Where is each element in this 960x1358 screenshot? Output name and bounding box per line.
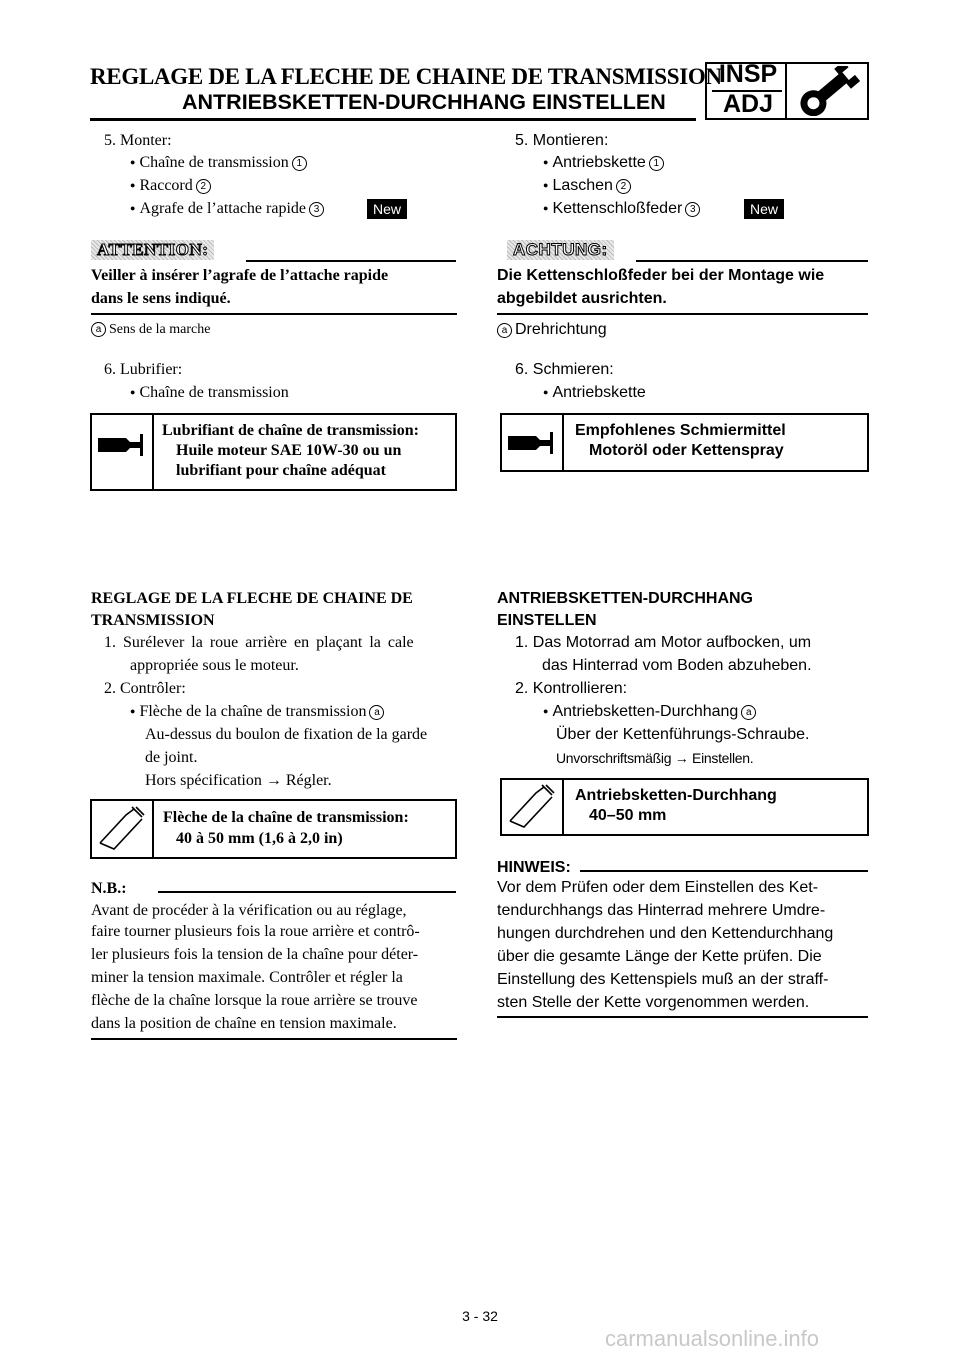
fr-attention-bottom-rule <box>91 313 457 315</box>
fr-nb-line4: miner la tension maximale. Contrôler et régler la <box>91 969 403 986</box>
fr-nb-line5: flèche de la chaîne lorsque la roue arrière se trouve <box>91 992 418 1009</box>
page-title-fr: REGLAGE DE LA FLECHE DE CHAINE DE TRANSMISSION <box>90 64 722 89</box>
fr-s2-out: Hors spécification → Régler. <box>145 772 332 789</box>
marker-1: 1 <box>649 156 664 171</box>
fr-s1-line1: 1. Surélever la roue arrière en plaçant la cale <box>104 634 414 651</box>
fr-item-label: Agrafe de l’attache rapide <box>139 200 306 217</box>
fr-step6-item: ● Chaîne de transmission <box>130 383 289 404</box>
de-step5-item1 <box>543 153 664 174</box>
fr-step5-item3 <box>130 199 324 220</box>
oil-can-icon <box>506 428 558 458</box>
marker-a: a <box>369 705 384 720</box>
de-section-title2: EINSTELLEN <box>497 612 597 629</box>
de-step6-item: ● Antriebskette <box>543 383 646 404</box>
badge-insp: INSP <box>718 60 778 88</box>
fr-attention-title: ATTENTION: <box>91 240 214 260</box>
de-s2: 2. Kontrollieren: <box>515 680 628 697</box>
de-item-label: Laschen <box>552 177 613 194</box>
fr-attention-rule <box>246 260 456 262</box>
fr-item-label: Chaîne de transmission <box>139 154 289 171</box>
fr-s2-item <box>130 702 384 723</box>
de-step6: 6. Schmieren: <box>515 361 614 378</box>
de-note-a-label: Drehrichtung <box>515 321 607 338</box>
fr-nb-bottom-rule <box>91 1038 457 1040</box>
wrench-icon <box>795 66 861 116</box>
de-nb-title: HINWEIS: <box>497 859 571 876</box>
de-attention-title: ACHTUNG: <box>507 240 614 260</box>
de-nb-line5: Einstellung des Kettenspiels muß an der straff- <box>497 971 829 988</box>
fr-section-title2: TRANSMISSION <box>91 612 215 629</box>
new-badge: New <box>367 199 407 219</box>
de-step5-item2 <box>543 176 631 197</box>
de-nb-line6: sten Stelle der Kette vorgenommen werden. <box>497 994 810 1011</box>
page-title-de: ANTRIEBSKETTEN-DURCHHANG EINSTELLEN <box>182 90 666 114</box>
fr-attention-line2: dans le sens indiqué. <box>91 290 231 307</box>
caliper-icon <box>96 805 148 853</box>
de-nb-line3: hungen durchdrehen und den Kettendurchhang <box>497 925 834 942</box>
fr-nb-title: N.B.: <box>91 880 127 897</box>
marker-a: a <box>497 323 512 338</box>
fr-lube-divider <box>152 413 154 491</box>
fr-item-label: Raccord <box>139 177 193 194</box>
marker-3: 3 <box>685 202 700 217</box>
de-s2-desc1: Über der Kettenführungs-Schraube. <box>556 726 810 743</box>
marker-a: a <box>741 705 756 720</box>
watermark: carmanualsonline.info <box>605 1326 820 1351</box>
fr-note-a-label: Sens de la marche <box>109 322 211 337</box>
fr-spec-title: Flèche de la chaîne de transmission: <box>163 809 409 826</box>
marker-2: 2 <box>196 179 211 194</box>
fr-nb-rule <box>158 891 456 893</box>
de-s1-line2: das Hinterrad vom Boden abzuheben. <box>542 657 812 674</box>
de-attention-line1: Die Kettenschloßfeder bei der Montage wie <box>497 267 825 284</box>
fr-lube-title: Lubrifiant de chaîne de transmission: <box>162 422 419 439</box>
marker-a: a <box>91 322 106 337</box>
de-s2-out: Unvorschriftsmäßig → Einstellen. <box>556 750 754 766</box>
fr-nb-line6: dans la position de chaîne en tension maximale. <box>91 1015 397 1032</box>
marker-3: 3 <box>309 202 324 217</box>
fr-lube-line1: Huile moteur SAE 10W-30 ou un <box>176 442 402 459</box>
fr-nb-line3: ler plusieurs fois la tension de la chaîne pour déter- <box>91 946 419 963</box>
de-attention-line2: abgebildet ausrichten. <box>497 290 667 307</box>
caliper-icon <box>506 783 558 831</box>
badge-divider <box>785 62 787 120</box>
de-item-label: Antriebskette <box>552 154 646 171</box>
de-lube-divider <box>562 413 564 472</box>
marker-2: 2 <box>616 179 631 194</box>
de-attention-rule <box>636 260 868 262</box>
de-nb-line1: Vor dem Prüfen oder dem Einstellen des Ket- <box>497 879 819 896</box>
de-item-label: Kettenschloßfeder <box>552 200 683 217</box>
de-attention-bottom-rule <box>497 313 868 315</box>
de-spec-title: Antriebsketten-Durchhang <box>575 787 777 804</box>
fr-step5-item2 <box>130 176 211 197</box>
de-spec-divider <box>562 778 564 836</box>
de-section-title1: ANTRIEBSKETTEN-DURCHHANG <box>497 590 753 607</box>
fr-s2-desc1: Au-dessus du boulon de fixation de la garde <box>145 726 428 743</box>
fr-spec-divider <box>152 799 154 859</box>
de-step5: 5. Montieren: <box>515 132 609 149</box>
marker-1: 1 <box>292 156 307 171</box>
de-step5-item3 <box>543 199 700 220</box>
fr-spec-value: 40 à 50 mm (1,6 à 2,0 in) <box>176 830 343 847</box>
de-nb-line4: über die gesamte Länge der Kette prüfen. Die <box>497 948 822 965</box>
fr-section-title1: REGLAGE DE LA FLECHE DE CHAINE DE <box>91 590 413 607</box>
page-number: 3 - 32 <box>462 1308 498 1324</box>
de-spec-value: 40–50 mm <box>589 807 667 824</box>
de-note-a <box>497 320 607 340</box>
fr-s2-item-label: Flèche de la chaîne de transmission <box>139 703 367 720</box>
de-nb-bottom-rule <box>497 1016 868 1018</box>
oil-can-icon <box>96 430 148 460</box>
de-lube-title: Empfohlenes Schmiermittel <box>575 422 786 439</box>
fr-nb-line1: Avant de procéder à la vérification ou au réglage, <box>91 902 407 919</box>
header-rule <box>90 118 696 121</box>
de-s2-item-label: Antriebsketten-Durchhang <box>552 703 739 720</box>
fr-attention-line1: Veiller à insérer l’agrafe de l’attache rapide <box>91 267 389 284</box>
badge-adj: ADJ <box>722 90 773 118</box>
de-s1-line1: 1. Das Motorrad am Motor aufbocken, um <box>515 634 812 651</box>
fr-s2: 2. Contrôler: <box>104 680 186 697</box>
new-badge: New <box>744 199 784 219</box>
fr-lube-line2: lubrifiant pour chaîne adéquat <box>176 462 386 479</box>
de-lube-line1: Motoröl oder Kettenspray <box>589 442 784 459</box>
fr-s1-line2: appropriée sous le moteur. <box>130 657 299 674</box>
de-nb-line2: tendurchhangs das Hinterrad mehrere Umdre- <box>497 902 826 919</box>
fr-step5-item1 <box>130 153 307 174</box>
fr-step6: 6. Lubrifier: <box>104 361 183 378</box>
de-s2-item <box>543 702 756 723</box>
fr-note-a <box>91 320 210 340</box>
fr-s2-desc2: de joint. <box>145 749 198 766</box>
fr-nb-line2: faire tourner plusieurs fois la roue arrière et contrô- <box>91 923 420 940</box>
fr-step5: 5. Monter: <box>104 132 172 149</box>
de-nb-rule <box>580 870 868 872</box>
